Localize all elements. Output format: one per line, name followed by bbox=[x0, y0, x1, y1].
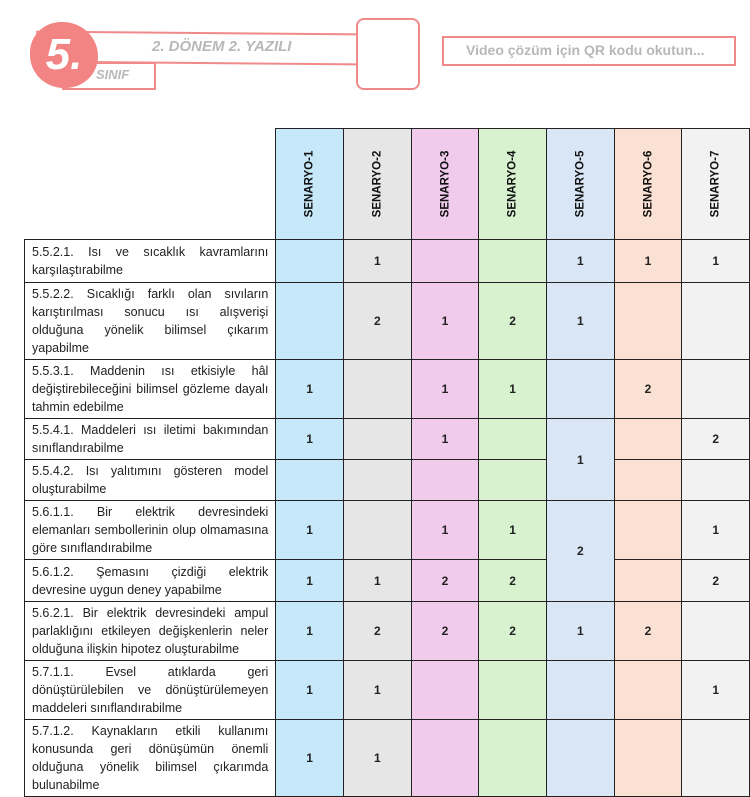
cell-value: 1 bbox=[546, 602, 614, 661]
outcome-text: 5.7.1.1. Evsel atıklarda geri dönüştürülebilen ve dönüştürülemeyen maddeleri sınıflandırabilme bbox=[25, 661, 276, 720]
cell-value bbox=[682, 460, 750, 501]
table-row bbox=[25, 560, 750, 602]
table-row bbox=[25, 419, 750, 460]
cell-value: 2 bbox=[479, 560, 547, 602]
cell-value bbox=[276, 240, 344, 283]
cell-value: 2 bbox=[614, 602, 682, 661]
column-header bbox=[682, 129, 750, 240]
column-header bbox=[276, 129, 344, 240]
cell-value bbox=[343, 419, 411, 460]
cell-value: 1 bbox=[546, 283, 614, 360]
cell-value bbox=[614, 560, 682, 602]
cell-value bbox=[343, 501, 411, 560]
cell-value: 1 bbox=[682, 661, 750, 720]
scenario-table bbox=[24, 128, 750, 797]
cell-value: 1 bbox=[411, 283, 479, 360]
cell-value bbox=[614, 419, 682, 460]
cell-value bbox=[682, 720, 750, 797]
cell-value: 1 bbox=[682, 240, 750, 283]
cell-value: 1 bbox=[276, 419, 344, 460]
cell-value: 2 bbox=[479, 602, 547, 661]
qr-box bbox=[356, 18, 420, 90]
column-label: SENARYO-6 bbox=[641, 150, 654, 218]
table-row bbox=[25, 283, 750, 360]
cell-value: 1 bbox=[343, 240, 411, 283]
table-row bbox=[25, 360, 750, 419]
column-label: SENARYO-4 bbox=[506, 150, 519, 218]
column-header bbox=[343, 129, 411, 240]
column-header bbox=[479, 129, 547, 240]
table-row bbox=[25, 240, 750, 283]
cell-value: 1 bbox=[411, 419, 479, 460]
column-label: SENARYO-3 bbox=[438, 150, 451, 218]
column-header bbox=[411, 129, 479, 240]
cell-value bbox=[411, 240, 479, 283]
cell-value: 2 bbox=[682, 560, 750, 602]
cell-value: 1 bbox=[546, 240, 614, 283]
cell-value bbox=[276, 460, 344, 501]
cell-value bbox=[411, 661, 479, 720]
cell-value: 1 bbox=[682, 501, 750, 560]
cell-value: 1 bbox=[343, 720, 411, 797]
cell-value bbox=[682, 283, 750, 360]
outcome-text: 5.6.2.1. Bir elektrik devresindeki ampul parlaklığını etkileyen değişkenlerin neler olduğuna ilişkin hipotez oluşturabilme bbox=[25, 602, 276, 661]
cell-value: 2 bbox=[343, 283, 411, 360]
column-header bbox=[546, 129, 614, 240]
cell-value: 2 bbox=[479, 283, 547, 360]
column-label: SENARYO-5 bbox=[574, 150, 587, 218]
cell-value bbox=[614, 501, 682, 560]
cell-value bbox=[479, 720, 547, 797]
cell-value bbox=[276, 283, 344, 360]
cell-value: 2 bbox=[343, 602, 411, 661]
cell-value bbox=[343, 460, 411, 501]
cell-value: 1 bbox=[276, 720, 344, 797]
outcome-text: 5.5.4.2. Isı yalıtımını gösteren model oluşturabilme bbox=[25, 460, 276, 501]
grade-label: SINIF bbox=[96, 67, 130, 82]
cell-value bbox=[411, 460, 479, 501]
cell-value bbox=[614, 460, 682, 501]
cell-value bbox=[614, 661, 682, 720]
cell-value: 1 bbox=[479, 501, 547, 560]
table-row bbox=[25, 720, 750, 797]
outcome-text: 5.5.2.1. Isı ve sıcaklık kavramlarını karşılaştırabilme bbox=[25, 240, 276, 283]
cell-value: 1 bbox=[411, 501, 479, 560]
cell-value: 1 bbox=[411, 360, 479, 419]
table-row bbox=[25, 460, 750, 501]
cell-value: 2 bbox=[411, 602, 479, 661]
column-label: SENARYO-1 bbox=[303, 150, 316, 218]
cell-value: 2 bbox=[546, 501, 614, 602]
cell-value: 1 bbox=[479, 360, 547, 419]
cell-value: 1 bbox=[546, 419, 614, 501]
cell-value: 1 bbox=[276, 501, 344, 560]
column-label: SENARYO-7 bbox=[709, 150, 722, 218]
cell-value: 1 bbox=[276, 602, 344, 661]
table-row bbox=[25, 602, 750, 661]
outcome-text: 5.5.4.1. Maddeleri ısı iletimi bakımından sınıflandırabilme bbox=[25, 419, 276, 460]
cell-value: 1 bbox=[276, 661, 344, 720]
table-row bbox=[25, 501, 750, 560]
cell-value: 2 bbox=[614, 360, 682, 419]
cell-value: 1 bbox=[343, 560, 411, 602]
outcome-text: 5.6.1.1. Bir elektrik devresindeki elemanları sembollerinin olup olmamasına göre sınıflandırabilme bbox=[25, 501, 276, 560]
cell-value: 1 bbox=[276, 560, 344, 602]
header-blank bbox=[25, 129, 276, 240]
column-label: SENARYO-2 bbox=[371, 150, 384, 218]
cell-value bbox=[479, 460, 547, 501]
cell-value bbox=[411, 720, 479, 797]
qr-hint: Video çözüm için QR kodu okutun... bbox=[466, 42, 705, 58]
cell-value: 2 bbox=[682, 419, 750, 460]
exam-title: 2. DÖNEM 2. YAZILI bbox=[152, 38, 292, 55]
cell-value bbox=[343, 360, 411, 419]
cell-value bbox=[546, 360, 614, 419]
outcome-text: 5.5.3.1. Maddenin ısı etkisiyle hâl değiştirebileceğini bilimsel gözleme dayalı tahmin edebilme bbox=[25, 360, 276, 419]
column-header bbox=[614, 129, 682, 240]
cell-value bbox=[479, 661, 547, 720]
cell-value bbox=[546, 720, 614, 797]
cell-value bbox=[546, 661, 614, 720]
cell-value bbox=[614, 720, 682, 797]
cell-value: 2 bbox=[411, 560, 479, 602]
cell-value bbox=[479, 240, 547, 283]
outcome-text: 5.7.1.2. Kaynakların etkili kullanımı konusunda geri dönüşümün önemli olduğuna yönelik bilimsel çıkarımda bulunabilme bbox=[25, 720, 276, 797]
cell-value bbox=[479, 419, 547, 460]
outcome-text: 5.6.1.2. Şemasını çizdiği elektrik devresine uygun deney yapabilme bbox=[25, 560, 276, 602]
cell-value bbox=[682, 602, 750, 661]
table-row bbox=[25, 661, 750, 720]
cell-value: 1 bbox=[614, 240, 682, 283]
grade-badge: 5. bbox=[30, 22, 98, 88]
outcome-text: 5.5.2.2. Sıcaklığı farklı olan sıvıların karıştırılması sonucu ısı alışverişi olduğuna yönelik bilimsel çıkarım yapabilme bbox=[25, 283, 276, 360]
cell-value: 1 bbox=[343, 661, 411, 720]
cell-value: 1 bbox=[276, 360, 344, 419]
cell-value bbox=[614, 283, 682, 360]
cell-value bbox=[682, 360, 750, 419]
